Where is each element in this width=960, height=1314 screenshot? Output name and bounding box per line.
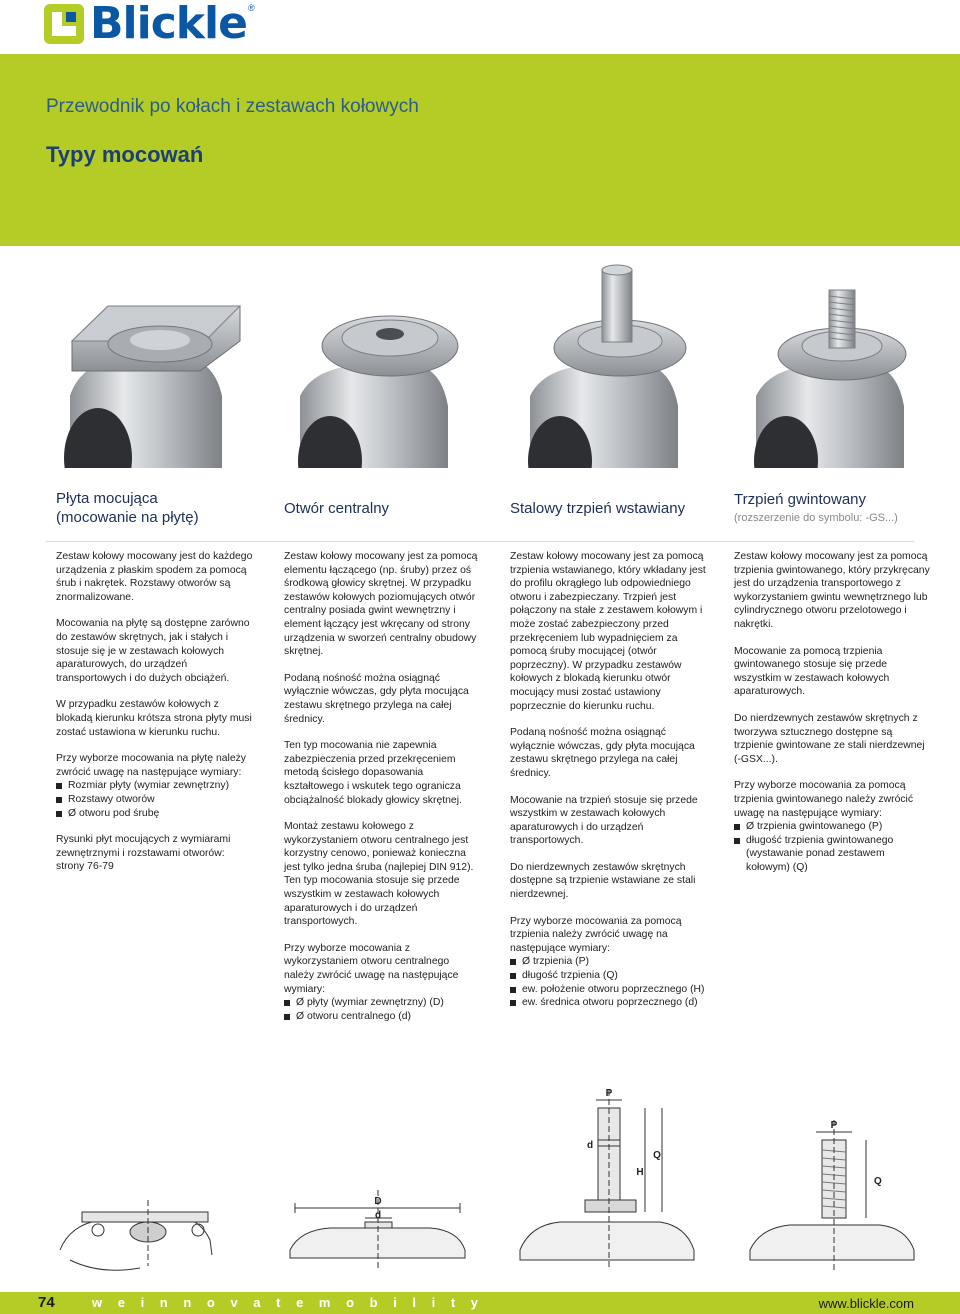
column-text-plate bbox=[56, 550, 254, 887]
paragraph: Rysunki płyt mocujących z wymiarami zewnętrznymi i rozstawami otworów: strony 76-79 bbox=[56, 834, 231, 873]
dimension-list bbox=[56, 779, 254, 820]
drawing-plate bbox=[60, 1200, 212, 1270]
paragraph: Przy wyborze mocowania na płytę należy zwrócić uwagę na następujące wymiary: bbox=[56, 753, 247, 778]
photo-threaded-stem bbox=[754, 290, 906, 468]
paragraph: Zestaw kołowy mocowany jest za pomocą trzpienia gwintowanego, który przykręcany jest do urządzenia transportowego z wykorzystaniem gwintu wewnętrznego lub cylindrycznego otworu przelotowego i nakrętki. bbox=[734, 551, 930, 630]
paragraph: Podaną nośność można osiągnąć wyłącznie wówczas, gdy płyta mocująca zestawu skrętnego przylega na całej średnicy. bbox=[510, 727, 695, 779]
label-P: P bbox=[830, 1120, 838, 1131]
header-band bbox=[0, 54, 960, 246]
heading-line: Płyta mocująca bbox=[56, 490, 158, 507]
column-text-threaded-stem bbox=[734, 550, 930, 887]
list-item: Ø trzpienia gwintowanego (P) bbox=[734, 820, 930, 834]
slogan: w e i n n o v a t e m o b i l i t y bbox=[92, 1295, 485, 1310]
paragraph: Ten typ mocowania nie zapewnia zabezpieczenia przed przekręceniem metodą ścisłego dopasowania kształtowego i wskutek tego ogranicza obciążalność blokady głowicy skrętnej. bbox=[284, 740, 462, 806]
dimension-list bbox=[734, 820, 930, 874]
photo-plate-mount bbox=[64, 306, 240, 468]
label-d: d bbox=[586, 1140, 594, 1151]
drawing-steel-stem bbox=[520, 1090, 694, 1270]
list-item: ew. położenie otworu poprzecznego (H) bbox=[510, 983, 708, 997]
logo-mark-icon bbox=[44, 4, 84, 44]
photo-central-hole bbox=[298, 316, 458, 468]
list-item: długość trzpienia gwintowanego (wystawanie ponad zestawem kołowym) (Q) bbox=[734, 834, 930, 875]
website-link[interactable]: www.blickle.com bbox=[818, 1296, 914, 1311]
paragraph: Montaż zestawu kołowego z wykorzystaniem otworu centralnego jest korzystny cenowo, ponieważ konieczna jest tylko jedna śruba (najlepiej DIN 912). Ten typ mocowania stosuje się przede wszystkim w zestawach kołowych aparaturowych i do urządzeń transportowych. bbox=[284, 821, 474, 928]
paragraph: Mocowania na płytę są dostępne zarówno do zestawów skrętnych, jak i stałych i stosuje się je w zestawach kołowych aparaturowych, do urządzeń transportowych i do dużych obciążeń. bbox=[56, 618, 250, 684]
paragraph: Zestaw kołowy mocowany jest do każdego urządzenia z płaskim spodem za pomocą śrub i nakrętek. Rozstawy otworów są znormalizowane. bbox=[56, 551, 253, 603]
label-D: D bbox=[374, 1196, 382, 1207]
paragraph: Przy wyborze mocowania z wykorzystaniem otworu centralnego należy zwrócić uwagę na następujące wymiary: bbox=[284, 942, 459, 995]
paragraph: Mocowanie za pomocą trzpienia gwintowanego stosuje się przede wszystkim w zestawach kołowych aparaturowych. bbox=[734, 645, 890, 698]
paragraph: Przy wyborze mocowania za pomocą trzpienia należy zwrócić uwagę na następujące wymiary: bbox=[510, 915, 682, 954]
paragraph: Do nierdzewnych zestawów skrętnych dostępne są trzpienie wstawiane ze stali nierdzewnej. bbox=[510, 861, 696, 901]
list-item: długość trzpienia (Q) bbox=[510, 969, 708, 983]
list-item: Rozmiar płyty (wymiar zewnętrzny) bbox=[56, 779, 254, 793]
heading-subline: (rozszerzenie do symbolu: -GS...) bbox=[734, 511, 898, 524]
column-heading-plate bbox=[56, 478, 266, 538]
heading-line: (mocowanie na płytę) bbox=[56, 509, 199, 526]
list-item: ew. średnica otworu poprzecznego (d) bbox=[510, 996, 708, 1010]
label-Q: Q bbox=[874, 1176, 882, 1187]
column-text-steel-stem bbox=[510, 550, 708, 1023]
photo-steel-stem bbox=[528, 265, 686, 468]
technical-drawings bbox=[0, 1080, 960, 1280]
paragraph: Do nierdzewnych zestawów skrętnych z tworzywa sztucznego dostępne są trzpienie gwintowane ze stali nierdzewnej (-GSX...). bbox=[734, 712, 925, 765]
list-item: Ø otworu pod śrubę bbox=[56, 807, 254, 821]
footer-band bbox=[0, 1292, 960, 1314]
heading-line: Trzpień gwintowany bbox=[734, 490, 867, 508]
list-item: Rozstawy otworów bbox=[56, 793, 254, 807]
paragraph: Zestaw kołowy mocowany jest za pomocą trzpienia wstawianego, który wkładany jest do profilu okrągłego lub odpowiedniego otworu i zabezpieczany. Trzpień jest połączony na stałe z zestawem kołowym i może zostać zabezpieczony przed przekręceniem lub wypadnięciem za pomocą śruby mocującej (otwór poprzeczny). W przypadku zestawów kołowych z blokadą kierunku otwór mocujący musi zostać ustawiony poprzecznie do kierunku ruchu. bbox=[510, 551, 706, 712]
page-title: Typy mocowań bbox=[46, 142, 204, 167]
label-H: H bbox=[636, 1167, 644, 1178]
list-item: Ø płyty (wymiar zewnętrzny) (D) bbox=[284, 996, 482, 1010]
paragraph: Przy wyborze mocowania za pomocą trzpienia gwintowanego należy zwrócić uwagę na następujące wymiary: bbox=[734, 780, 914, 819]
paragraph: Mocowanie na trzpień stosuje się przede wszystkim w zestawach kołowych aparaturowych i do urządzeń transportowych. bbox=[510, 794, 698, 847]
list-item: Ø trzpienia (P) bbox=[510, 955, 708, 969]
brand-logo bbox=[44, 0, 255, 49]
dimension-list bbox=[284, 996, 482, 1023]
caster-photos bbox=[0, 246, 960, 468]
label-P: P bbox=[605, 1088, 613, 1099]
label-Q: Q bbox=[653, 1150, 661, 1161]
column-heading-central-hole bbox=[284, 478, 494, 538]
dimension-list bbox=[510, 955, 708, 1009]
label-d: d bbox=[374, 1210, 382, 1221]
column-text-central-hole bbox=[284, 550, 482, 1036]
list-item: Ø otworu centralnego (d) bbox=[284, 1010, 482, 1024]
registered-mark: ® bbox=[247, 3, 255, 13]
paragraph: Zestaw kołowy mocowany jest za pomocą elementu łączącego (np. śruby) przez oś środkową głowicy skrętnej. W przypadku zestawów kołowych poziomujących otwór centralny posiada gwint wewnętrzny i element łączący jest wkręcany od strony urządzenia w sworzeń centralny obudowy skrętnej. bbox=[284, 551, 478, 658]
column-heading-threaded-stem bbox=[734, 478, 934, 538]
column-heading-steel-stem bbox=[510, 478, 720, 538]
heading-line: Otwór centralny bbox=[284, 499, 390, 517]
page-subtitle: Przewodnik po kołach i zestawach kołowych bbox=[46, 96, 419, 117]
page-number: 74 bbox=[38, 1294, 55, 1311]
drawing-threaded-stem bbox=[750, 1120, 914, 1270]
brand-name: Blickle bbox=[90, 0, 247, 49]
heading-line: Stalowy trzpień wstawiany bbox=[510, 499, 686, 517]
paragraph: Podaną nośność można osiągnąć wyłącznie wówczas, gdy płyta mocująca zestawu skrętnego przylega na całej średnicy. bbox=[284, 672, 469, 725]
divider bbox=[46, 541, 914, 542]
paragraph: W przypadku zestawów kołowych z blokadą kierunku krótsza strona płyty musi zostać ustawiona w kierunku ruchu. bbox=[56, 699, 252, 738]
